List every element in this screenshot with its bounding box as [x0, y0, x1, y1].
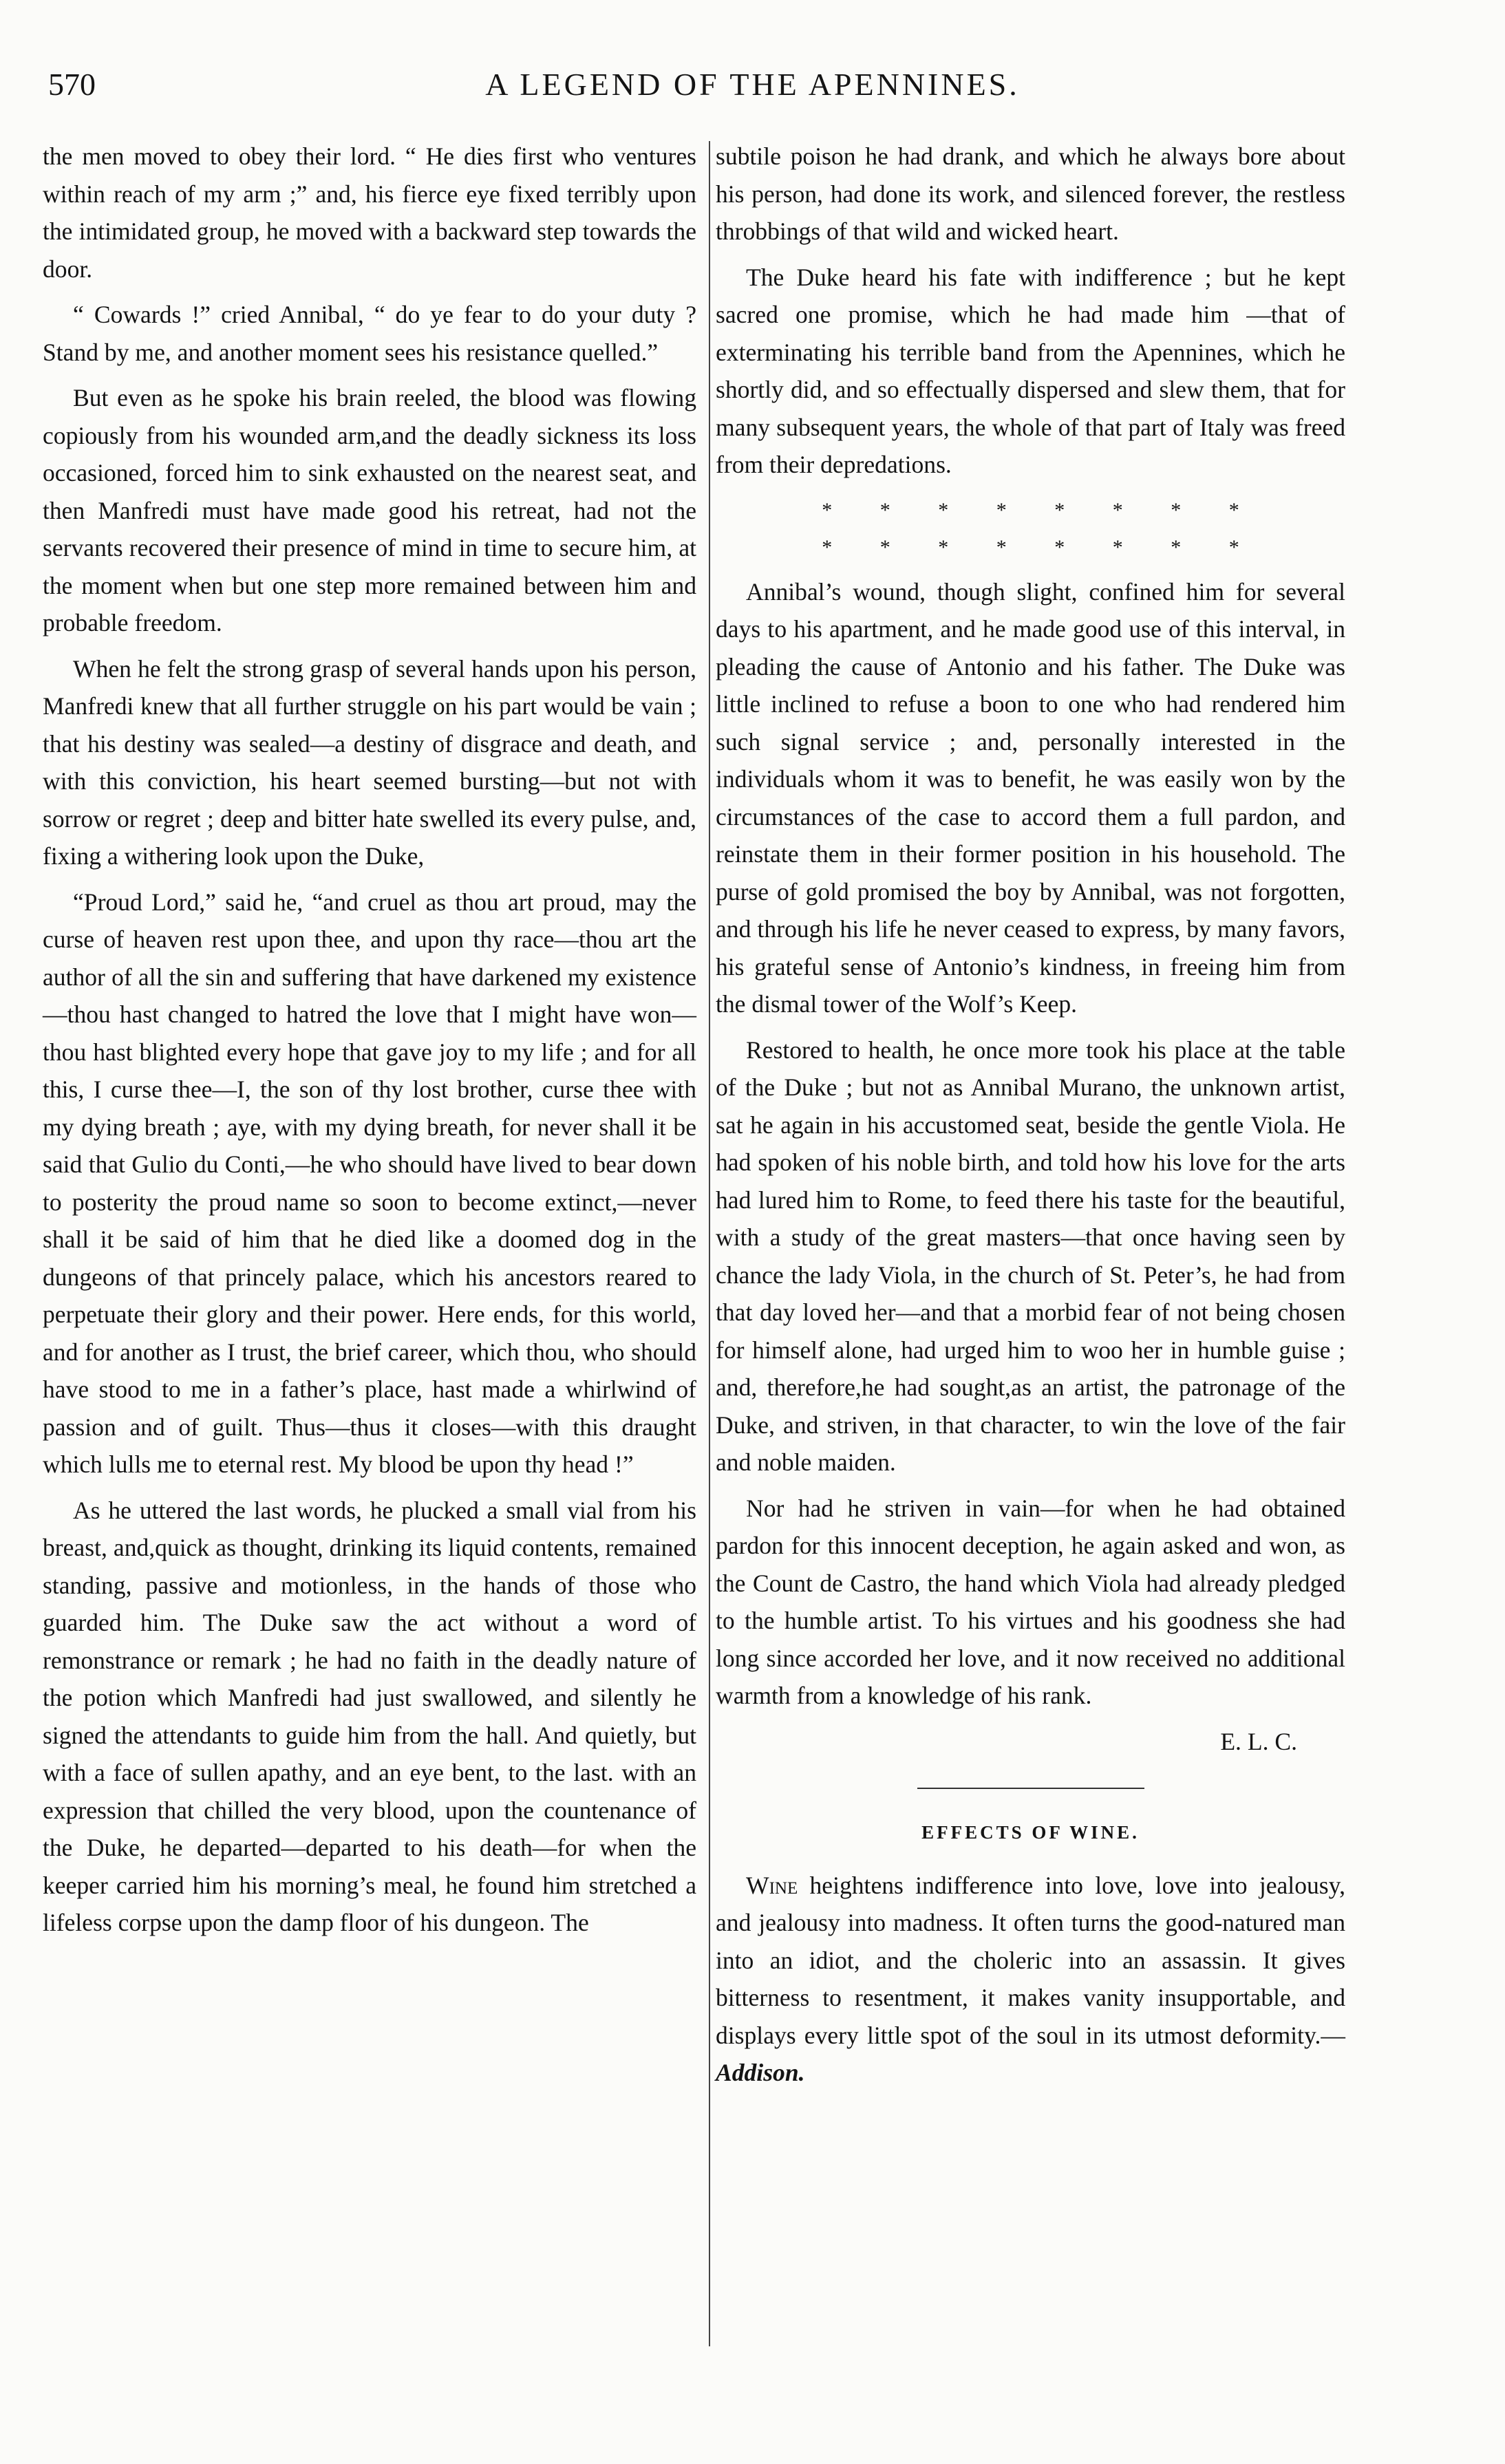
paragraph: Restored to health, he once more took his place at the table of the Duke ; but not as Annibal Murano, the unknown artist, sat he again in his accustomed seat, beside the gentle Viola. He had spoken of his noble birth, and told how his love for the arts had lured him to Rome, to feed there his taste for the beautiful, with a study of the great masters—that once having seen by chance the lady Viola, in the church of St. Peter’s, he had from that day loved her—and that a morbid fear of not being chosen for himself alone, had urged him to woo her in humble guise ; and, therefore,he had sought,as an artist, the patronage of the Duke, and striven, in that character, to win the love of the fair and noble maiden.: [716, 1036, 1345, 1476]
running-title: A LEGEND OF THE APENNINES.: [485, 67, 1020, 102]
paragraph: When he felt the strong grasp of several hands upon his person, Manfredi knew that all further struggle on his part would be vain ; that his destiny was sealed—a destiny of disgrace and death, and with this conviction, his heart seemed bursting—but not with sorrow or regret ; deep and bitter hate swelled its every pulse, and, fixing a withering look upon the Duke,: [43, 654, 696, 870]
paragraph: Annibal’s wound, though slight, confined him for several days to his apartment, and he made good use of this interval, in pleading the cause of Antonio and his father. The Duke was little inclined to refuse a boon to one who had rendered him such signal service ; and, personally interested in the individuals whom it was to benefit, he was easily won by the circumstances of the case to accord them a full pardon, and reinstate them in their former position in his household. The purse of gold promised the boy by Annibal, was not forgotten, and through his life he never ceased to express, by many favors, his grateful sense of Antonio’s kindness, in freeing him from the dismal tower of the Wolf’s Keep.: [716, 577, 1345, 1018]
paragraph: the men moved to obey their lord. “ He dies first who ventures within reach of my arm ;” and, his fierce eye fixed terribly upon the intimidated group, he moved with a backward step towards the door.: [43, 142, 696, 283]
page-header: [0, 66, 1505, 121]
paragraph: “Proud Lord,” said he, “and cruel as thou art proud, may the curse of heaven rest upon thee, and upon thy race—thou art the author of all the sin and suffering that have darkened my existence—thou hast changed to hatred the love that I might have won—thou hast blighted every hope that gave joy to my life ; and for all this, I curse thee—I, the son of thy lost brother, curse thee with my dying breath ; aye, with my dying breath, for never shall it be said that Gulio du Conti,—he who should have lived to bear down to posterity the proud name so soon to become extinct,—never shall it be said of him that he died like a doomed dog in the dungeons of that princely palace, which his ancestors reared to perpetuate their glory and their power. Here ends, for this world, and for another as I trust, the brief career, which thou, who should have stood to me in a father’s place, hast made a whirlwind of passion and of guilt. Thus—thus it closes—with this draught which lulls me to eternal rest. My blood be upon thy head !”: [43, 888, 696, 1478]
attribution: Addison.: [716, 2059, 805, 2086]
page-number: 570: [48, 67, 96, 102]
left-column: [43, 138, 696, 1950]
right-column: [716, 138, 1345, 2100]
paragraph: Nor had he striven in vain—for when he had obtained pardon for this innocent deception, he again asked and won, as the Count de Castro, the hand which Viola had already pledged to the humble artist. To his virtues and his goodness she had long since accorded her love, and it now received no additional warmth from a knowledge of his rank.: [716, 1494, 1345, 1709]
paragraph: “ Cowards !” cried Annibal, “ do ye fear to do your duty ? Stand by me, and another moment sees his resistance quelled.”: [43, 301, 696, 366]
section-divider: [917, 1788, 1144, 1789]
section-title: EFFECTS OF WINE.: [921, 1822, 1140, 1843]
paragraph: subtile poison he had drank, and which he always bore about his person, had done its work, and silenced forever, the restless throbbings of that wild and wicked heart.: [716, 142, 1345, 245]
column-divider: [709, 141, 710, 2346]
wine-paragraph: [716, 1867, 1345, 2092]
paragraph: As he uttered the last words, he plucked a small vial from his breast, and,quick as thought, drinking its liquid contents, remained standing, passive and motionless, in the hands of those who guarded him. The Duke saw the act without a word of remonstrance or remark ; he had no faith in the deadly nature of the potion which Manfredi had just swallowed, and silently he signed the attendants to guide him from the hall. And quietly, but with a face of sullen apathy, and an eye bent, to the last. with an expression that chilled the very blood, upon the countenance of the Duke, he departed—departed to his death—for when the keeper carried him his morning’s meal, he found him stretched a lifeless corpse upon the damp floor of his dungeon. The: [43, 1496, 696, 1936]
paragraph: The Duke heard his fate with indifference ; but he kept sacred one promise, which he had made him —that of exterminating his terrible band from the Apennines, which he shortly did, and so effectually dispersed and slew them, that for many subsequent years, the whole of that part of Italy was freed from their depredations.: [716, 263, 1345, 478]
asterism-line: * * * * * * * *: [822, 535, 1239, 559]
author-signature: E. L. C.: [1220, 1727, 1297, 1755]
paragraph: But even as he spoke his brain reeled, the blood was flowing copiously from his wounded arm,and the deadly sickness its loss occasioned, forced him to sink exhausted on the nearest seat, and then Manfredi must have made good his retreat, had not the servants recovered their presence of mind in time to secure him, at the moment when but one step more remained between him and probable freedom.: [43, 384, 696, 636]
lead-word: Wine: [746, 1871, 798, 1899]
asterism-line: * * * * * * * *: [822, 498, 1239, 522]
wine-text: heightens indifference into love, love into jealousy, and jealousy into madness. It often turns the good-natured man into an idiot, and the choleric into an assassin. It gives bitterness to resentment, it makes vanity insupportable, and displays every little spot of the soul in its utmost deformity.—: [716, 1871, 1345, 2049]
